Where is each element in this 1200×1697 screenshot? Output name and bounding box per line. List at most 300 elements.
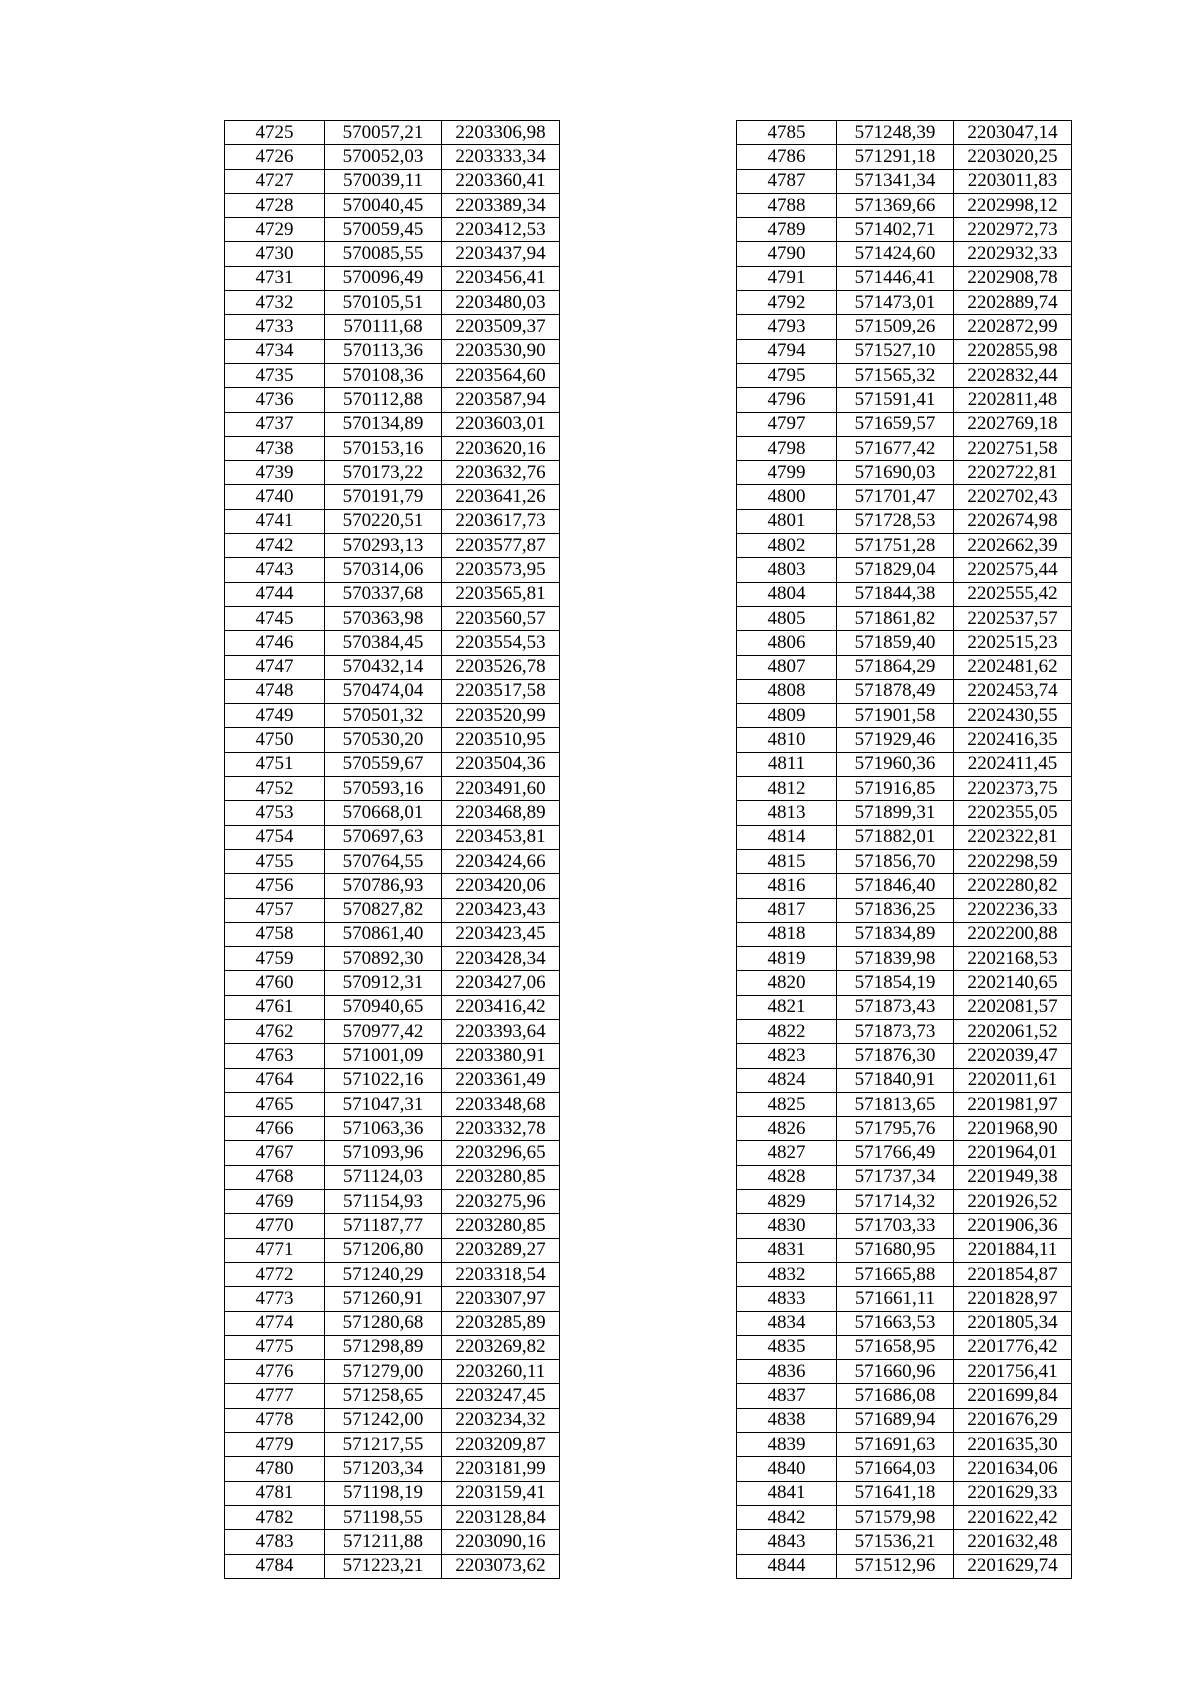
table-row [737, 169, 1072, 193]
y-coordinate-cell: 2202972,73 [954, 218, 1072, 242]
table-row [225, 801, 560, 825]
point-number-cell: 4813 [737, 801, 837, 825]
table-row [225, 1117, 560, 1141]
point-number-cell: 4753 [225, 801, 325, 825]
point-number-cell: 4746 [225, 631, 325, 655]
y-coordinate-cell: 2203275,96 [442, 1190, 560, 1214]
y-coordinate-cell: 2202140,65 [954, 971, 1072, 995]
table-row [225, 1384, 560, 1408]
point-number-cell: 4830 [737, 1214, 837, 1238]
point-number-cell: 4744 [225, 582, 325, 606]
point-number-cell: 4823 [737, 1044, 837, 1068]
point-number-cell: 4814 [737, 825, 837, 849]
table-row [737, 121, 1072, 145]
point-number-cell: 4768 [225, 1165, 325, 1189]
x-coordinate-cell: 571424,60 [837, 242, 954, 266]
y-coordinate-cell: 2203632,76 [442, 461, 560, 485]
x-coordinate-cell: 570363,98 [325, 606, 442, 630]
point-number-cell: 4807 [737, 655, 837, 679]
y-coordinate-cell: 2203437,94 [442, 242, 560, 266]
point-number-cell: 4747 [225, 655, 325, 679]
point-number-cell: 4821 [737, 995, 837, 1019]
table-row [737, 1117, 1072, 1141]
point-number-cell: 4836 [737, 1360, 837, 1384]
x-coordinate-cell: 571565,32 [837, 363, 954, 387]
y-coordinate-cell: 2202355,05 [954, 801, 1072, 825]
table-row [737, 558, 1072, 582]
y-coordinate-cell: 2203280,85 [442, 1214, 560, 1238]
point-number-cell: 4832 [737, 1262, 837, 1286]
x-coordinate-cell: 571899,31 [837, 801, 954, 825]
x-coordinate-cell: 571022,16 [325, 1068, 442, 1092]
y-coordinate-cell: 2203389,34 [442, 193, 560, 217]
table-row [225, 1044, 560, 1068]
y-coordinate-cell: 2203380,91 [442, 1044, 560, 1068]
x-coordinate-cell: 571198,19 [325, 1481, 442, 1505]
x-coordinate-cell: 571766,49 [837, 1141, 954, 1165]
y-coordinate-cell: 2203453,81 [442, 825, 560, 849]
y-coordinate-cell: 2203318,54 [442, 1262, 560, 1286]
point-number-cell: 4795 [737, 363, 837, 387]
point-number-cell: 4774 [225, 1311, 325, 1335]
table-row [737, 728, 1072, 752]
point-number-cell: 4764 [225, 1068, 325, 1092]
table-row [737, 1554, 1072, 1578]
table-row [225, 534, 560, 558]
y-coordinate-cell: 2202373,75 [954, 777, 1072, 801]
x-coordinate-cell: 570173,22 [325, 461, 442, 485]
x-coordinate-cell: 571861,82 [837, 606, 954, 630]
table-row [737, 534, 1072, 558]
x-coordinate-cell: 570113,36 [325, 339, 442, 363]
table-row [225, 1311, 560, 1335]
point-number-cell: 4782 [225, 1505, 325, 1529]
y-coordinate-cell: 2203332,78 [442, 1117, 560, 1141]
table-row [737, 218, 1072, 242]
point-number-cell: 4769 [225, 1190, 325, 1214]
point-number-cell: 4801 [737, 509, 837, 533]
point-number-cell: 4730 [225, 242, 325, 266]
table-row [737, 704, 1072, 728]
table-row [737, 291, 1072, 315]
table-row [225, 218, 560, 242]
point-number-cell: 4727 [225, 169, 325, 193]
x-coordinate-cell: 571093,96 [325, 1141, 442, 1165]
table-row [737, 193, 1072, 217]
x-coordinate-cell: 571298,89 [325, 1335, 442, 1359]
table-row [225, 728, 560, 752]
y-coordinate-cell: 2203504,36 [442, 752, 560, 776]
x-coordinate-cell: 571591,41 [837, 388, 954, 412]
x-coordinate-cell: 571402,71 [837, 218, 954, 242]
x-coordinate-cell: 571248,39 [837, 121, 954, 145]
point-number-cell: 4796 [737, 388, 837, 412]
y-coordinate-cell: 2203560,57 [442, 606, 560, 630]
table-row [225, 1530, 560, 1554]
x-coordinate-cell: 571737,34 [837, 1165, 954, 1189]
y-coordinate-cell: 2203128,84 [442, 1505, 560, 1529]
point-number-cell: 4743 [225, 558, 325, 582]
table-row [737, 1530, 1072, 1554]
table-row [737, 971, 1072, 995]
table-row [737, 1165, 1072, 1189]
y-coordinate-cell: 2203564,60 [442, 363, 560, 387]
x-coordinate-cell: 571063,36 [325, 1117, 442, 1141]
x-coordinate-cell: 571240,29 [325, 1262, 442, 1286]
point-number-cell: 4810 [737, 728, 837, 752]
point-number-cell: 4763 [225, 1044, 325, 1068]
point-number-cell: 4800 [737, 485, 837, 509]
table-row [737, 1505, 1072, 1529]
x-coordinate-cell: 570191,79 [325, 485, 442, 509]
table-row [737, 631, 1072, 655]
y-coordinate-cell: 2203520,99 [442, 704, 560, 728]
point-number-cell: 4731 [225, 266, 325, 290]
point-number-cell: 4740 [225, 485, 325, 509]
x-coordinate-cell: 571839,98 [837, 947, 954, 971]
point-number-cell: 4806 [737, 631, 837, 655]
table-row [737, 752, 1072, 776]
table-row [737, 363, 1072, 387]
y-coordinate-cell: 2202236,33 [954, 898, 1072, 922]
x-coordinate-cell: 571446,41 [837, 266, 954, 290]
y-coordinate-cell: 2202280,82 [954, 874, 1072, 898]
y-coordinate-cell: 2202168,53 [954, 947, 1072, 971]
x-coordinate-cell: 571536,21 [837, 1530, 954, 1554]
point-number-cell: 4794 [737, 339, 837, 363]
table-row [225, 1262, 560, 1286]
point-number-cell: 4835 [737, 1335, 837, 1359]
point-number-cell: 4819 [737, 947, 837, 971]
table-row [737, 995, 1072, 1019]
x-coordinate-cell: 571206,80 [325, 1238, 442, 1262]
point-number-cell: 4844 [737, 1554, 837, 1578]
x-coordinate-cell: 570293,13 [325, 534, 442, 558]
table-row [737, 1360, 1072, 1384]
y-coordinate-cell: 2203011,83 [954, 169, 1072, 193]
x-coordinate-cell: 571658,95 [837, 1335, 954, 1359]
x-coordinate-cell: 570040,45 [325, 193, 442, 217]
point-number-cell: 4776 [225, 1360, 325, 1384]
table-row [737, 1068, 1072, 1092]
point-number-cell: 4735 [225, 363, 325, 387]
table-row [737, 1457, 1072, 1481]
x-coordinate-cell: 571047,31 [325, 1092, 442, 1116]
y-coordinate-cell: 2203554,53 [442, 631, 560, 655]
point-number-cell: 4741 [225, 509, 325, 533]
y-coordinate-cell: 2202872,99 [954, 315, 1072, 339]
table-row [225, 485, 560, 509]
table-row [225, 145, 560, 169]
table-row [225, 1360, 560, 1384]
table-row [225, 558, 560, 582]
table-row [737, 874, 1072, 898]
x-coordinate-cell: 571751,28 [837, 534, 954, 558]
x-coordinate-cell: 570977,42 [325, 1019, 442, 1043]
table-row [737, 388, 1072, 412]
point-number-cell: 4788 [737, 193, 837, 217]
point-number-cell: 4808 [737, 679, 837, 703]
x-coordinate-cell: 571660,96 [837, 1360, 954, 1384]
x-coordinate-cell: 570697,63 [325, 825, 442, 849]
x-coordinate-cell: 571280,68 [325, 1311, 442, 1335]
table-row [225, 1165, 560, 1189]
x-coordinate-cell: 571223,21 [325, 1554, 442, 1578]
point-number-cell: 4732 [225, 291, 325, 315]
x-coordinate-cell: 570096,49 [325, 266, 442, 290]
x-coordinate-cell: 570892,30 [325, 947, 442, 971]
point-number-cell: 4748 [225, 679, 325, 703]
point-number-cell: 4785 [737, 121, 837, 145]
y-coordinate-cell: 2203423,45 [442, 922, 560, 946]
x-coordinate-cell: 571836,25 [837, 898, 954, 922]
point-number-cell: 4784 [225, 1554, 325, 1578]
x-coordinate-cell: 570474,04 [325, 679, 442, 703]
table-row [225, 1238, 560, 1262]
point-number-cell: 4777 [225, 1384, 325, 1408]
x-coordinate-cell: 571665,88 [837, 1262, 954, 1286]
coordinate-table-body [225, 121, 560, 1579]
y-coordinate-cell: 2203577,87 [442, 534, 560, 558]
point-number-cell: 4755 [225, 849, 325, 873]
x-coordinate-cell: 570108,36 [325, 363, 442, 387]
x-coordinate-cell: 571242,00 [325, 1408, 442, 1432]
table-row [737, 849, 1072, 873]
y-coordinate-cell: 2203620,16 [442, 436, 560, 460]
point-number-cell: 4726 [225, 145, 325, 169]
point-number-cell: 4761 [225, 995, 325, 1019]
x-coordinate-cell: 571844,38 [837, 582, 954, 606]
y-coordinate-cell: 2203296,65 [442, 1141, 560, 1165]
x-coordinate-cell: 571211,88 [325, 1530, 442, 1554]
y-coordinate-cell: 2201906,36 [954, 1214, 1072, 1238]
y-coordinate-cell: 2203073,62 [442, 1554, 560, 1578]
table-row [225, 266, 560, 290]
x-coordinate-cell: 571873,43 [837, 995, 954, 1019]
table-row [225, 874, 560, 898]
point-number-cell: 4742 [225, 534, 325, 558]
x-coordinate-cell: 570112,88 [325, 388, 442, 412]
x-coordinate-cell: 571217,55 [325, 1433, 442, 1457]
x-coordinate-cell: 570940,65 [325, 995, 442, 1019]
y-coordinate-cell: 2203517,58 [442, 679, 560, 703]
x-coordinate-cell: 571661,11 [837, 1287, 954, 1311]
x-coordinate-cell: 571579,98 [837, 1505, 954, 1529]
x-coordinate-cell: 570912,31 [325, 971, 442, 995]
y-coordinate-cell: 2203393,64 [442, 1019, 560, 1043]
table-row [737, 412, 1072, 436]
x-coordinate-cell: 570111,68 [325, 315, 442, 339]
point-number-cell: 4805 [737, 606, 837, 630]
table-row [225, 363, 560, 387]
y-coordinate-cell: 2203289,27 [442, 1238, 560, 1262]
point-number-cell: 4773 [225, 1287, 325, 1311]
x-coordinate-cell: 571258,65 [325, 1384, 442, 1408]
y-coordinate-cell: 2202769,18 [954, 412, 1072, 436]
table-row [737, 655, 1072, 679]
point-number-cell: 4831 [737, 1238, 837, 1262]
point-number-cell: 4838 [737, 1408, 837, 1432]
point-number-cell: 4778 [225, 1408, 325, 1432]
x-coordinate-cell: 571703,33 [837, 1214, 954, 1238]
coordinate-table-right [736, 120, 1072, 1579]
point-number-cell: 4824 [737, 1068, 837, 1092]
point-number-cell: 4751 [225, 752, 325, 776]
y-coordinate-cell: 2202811,48 [954, 388, 1072, 412]
y-coordinate-cell: 2202011,61 [954, 1068, 1072, 1092]
x-coordinate-cell: 570432,14 [325, 655, 442, 679]
table-row [225, 679, 560, 703]
table-row [737, 777, 1072, 801]
x-coordinate-cell: 571187,77 [325, 1214, 442, 1238]
x-coordinate-cell: 571834,89 [837, 922, 954, 946]
y-coordinate-cell: 2202832,44 [954, 363, 1072, 387]
x-coordinate-cell: 571864,29 [837, 655, 954, 679]
x-coordinate-cell: 571701,47 [837, 485, 954, 509]
x-coordinate-cell: 571369,66 [837, 193, 954, 217]
y-coordinate-cell: 2202298,59 [954, 849, 1072, 873]
x-coordinate-cell: 570085,55 [325, 242, 442, 266]
x-coordinate-cell: 570057,21 [325, 121, 442, 145]
y-coordinate-cell: 2203468,89 [442, 801, 560, 825]
table-row [225, 436, 560, 460]
table-row [225, 1554, 560, 1578]
table-row [225, 339, 560, 363]
table-row [737, 1092, 1072, 1116]
point-number-cell: 4804 [737, 582, 837, 606]
y-coordinate-cell: 2203587,94 [442, 388, 560, 412]
table-row [737, 1311, 1072, 1335]
point-number-cell: 4843 [737, 1530, 837, 1554]
y-coordinate-cell: 2202662,39 [954, 534, 1072, 558]
y-coordinate-cell: 2203530,90 [442, 339, 560, 363]
point-number-cell: 4779 [225, 1433, 325, 1457]
point-number-cell: 4799 [737, 461, 837, 485]
point-number-cell: 4771 [225, 1238, 325, 1262]
point-number-cell: 4752 [225, 777, 325, 801]
x-coordinate-cell: 570314,06 [325, 558, 442, 582]
x-coordinate-cell: 570559,67 [325, 752, 442, 776]
x-coordinate-cell: 571876,30 [837, 1044, 954, 1068]
point-number-cell: 4737 [225, 412, 325, 436]
x-coordinate-cell: 570593,16 [325, 777, 442, 801]
point-number-cell: 4820 [737, 971, 837, 995]
table-row [225, 1505, 560, 1529]
point-number-cell: 4837 [737, 1384, 837, 1408]
table-row [225, 1335, 560, 1359]
y-coordinate-cell: 2203423,43 [442, 898, 560, 922]
y-coordinate-cell: 2201635,30 [954, 1433, 1072, 1457]
table-row [737, 898, 1072, 922]
y-coordinate-cell: 2201949,38 [954, 1165, 1072, 1189]
y-coordinate-cell: 2203269,82 [442, 1335, 560, 1359]
point-number-cell: 4828 [737, 1165, 837, 1189]
point-number-cell: 4825 [737, 1092, 837, 1116]
table-row [225, 1287, 560, 1311]
y-coordinate-cell: 2202515,23 [954, 631, 1072, 655]
x-coordinate-cell: 571689,94 [837, 1408, 954, 1432]
point-number-cell: 4762 [225, 1019, 325, 1043]
table-row [737, 1214, 1072, 1238]
table-row [225, 509, 560, 533]
y-coordinate-cell: 2203510,95 [442, 728, 560, 752]
table-row [737, 582, 1072, 606]
table-row [225, 193, 560, 217]
point-number-cell: 4728 [225, 193, 325, 217]
table-row [225, 655, 560, 679]
x-coordinate-cell: 571686,08 [837, 1384, 954, 1408]
x-coordinate-cell: 570764,55 [325, 849, 442, 873]
point-number-cell: 4770 [225, 1214, 325, 1238]
point-number-cell: 4775 [225, 1335, 325, 1359]
x-coordinate-cell: 570668,01 [325, 801, 442, 825]
table-row [225, 582, 560, 606]
point-number-cell: 4797 [737, 412, 837, 436]
x-coordinate-cell: 571154,93 [325, 1190, 442, 1214]
y-coordinate-cell: 2203306,98 [442, 121, 560, 145]
table-row [737, 1408, 1072, 1432]
table-row [737, 339, 1072, 363]
point-number-cell: 4758 [225, 922, 325, 946]
table-row [225, 388, 560, 412]
y-coordinate-cell: 2203090,16 [442, 1530, 560, 1554]
table-row [737, 436, 1072, 460]
point-number-cell: 4756 [225, 874, 325, 898]
point-number-cell: 4818 [737, 922, 837, 946]
point-number-cell: 4734 [225, 339, 325, 363]
table-row [737, 922, 1072, 946]
y-coordinate-cell: 2203159,41 [442, 1481, 560, 1505]
x-coordinate-cell: 571677,42 [837, 436, 954, 460]
x-coordinate-cell: 571203,34 [325, 1457, 442, 1481]
table-row [225, 461, 560, 485]
point-number-cell: 4791 [737, 266, 837, 290]
point-number-cell: 4725 [225, 121, 325, 145]
table-row [737, 1019, 1072, 1043]
y-coordinate-cell: 2201632,48 [954, 1530, 1072, 1554]
x-coordinate-cell: 571882,01 [837, 825, 954, 849]
point-number-cell: 4842 [737, 1505, 837, 1529]
y-coordinate-cell: 2203247,45 [442, 1384, 560, 1408]
table-row [225, 169, 560, 193]
point-number-cell: 4827 [737, 1141, 837, 1165]
point-number-cell: 4738 [225, 436, 325, 460]
table-row [225, 1433, 560, 1457]
table-row [225, 752, 560, 776]
y-coordinate-cell: 2201968,90 [954, 1117, 1072, 1141]
point-number-cell: 4767 [225, 1141, 325, 1165]
table-row [737, 1262, 1072, 1286]
y-coordinate-cell: 2201964,01 [954, 1141, 1072, 1165]
x-coordinate-cell: 570134,89 [325, 412, 442, 436]
x-coordinate-cell: 570861,40 [325, 922, 442, 946]
x-coordinate-cell: 571663,53 [837, 1311, 954, 1335]
x-coordinate-cell: 571846,40 [837, 874, 954, 898]
y-coordinate-cell: 2203573,95 [442, 558, 560, 582]
y-coordinate-cell: 2202081,57 [954, 995, 1072, 1019]
y-coordinate-cell: 2203181,99 [442, 1457, 560, 1481]
y-coordinate-cell: 2201756,41 [954, 1360, 1072, 1384]
x-coordinate-cell: 571001,09 [325, 1044, 442, 1068]
table-row [225, 1457, 560, 1481]
table-row [225, 315, 560, 339]
point-number-cell: 4833 [737, 1287, 837, 1311]
x-coordinate-cell: 571901,58 [837, 704, 954, 728]
y-coordinate-cell: 2202722,81 [954, 461, 1072, 485]
y-coordinate-cell: 2203234,32 [442, 1408, 560, 1432]
table-row [737, 679, 1072, 703]
x-coordinate-cell: 570530,20 [325, 728, 442, 752]
